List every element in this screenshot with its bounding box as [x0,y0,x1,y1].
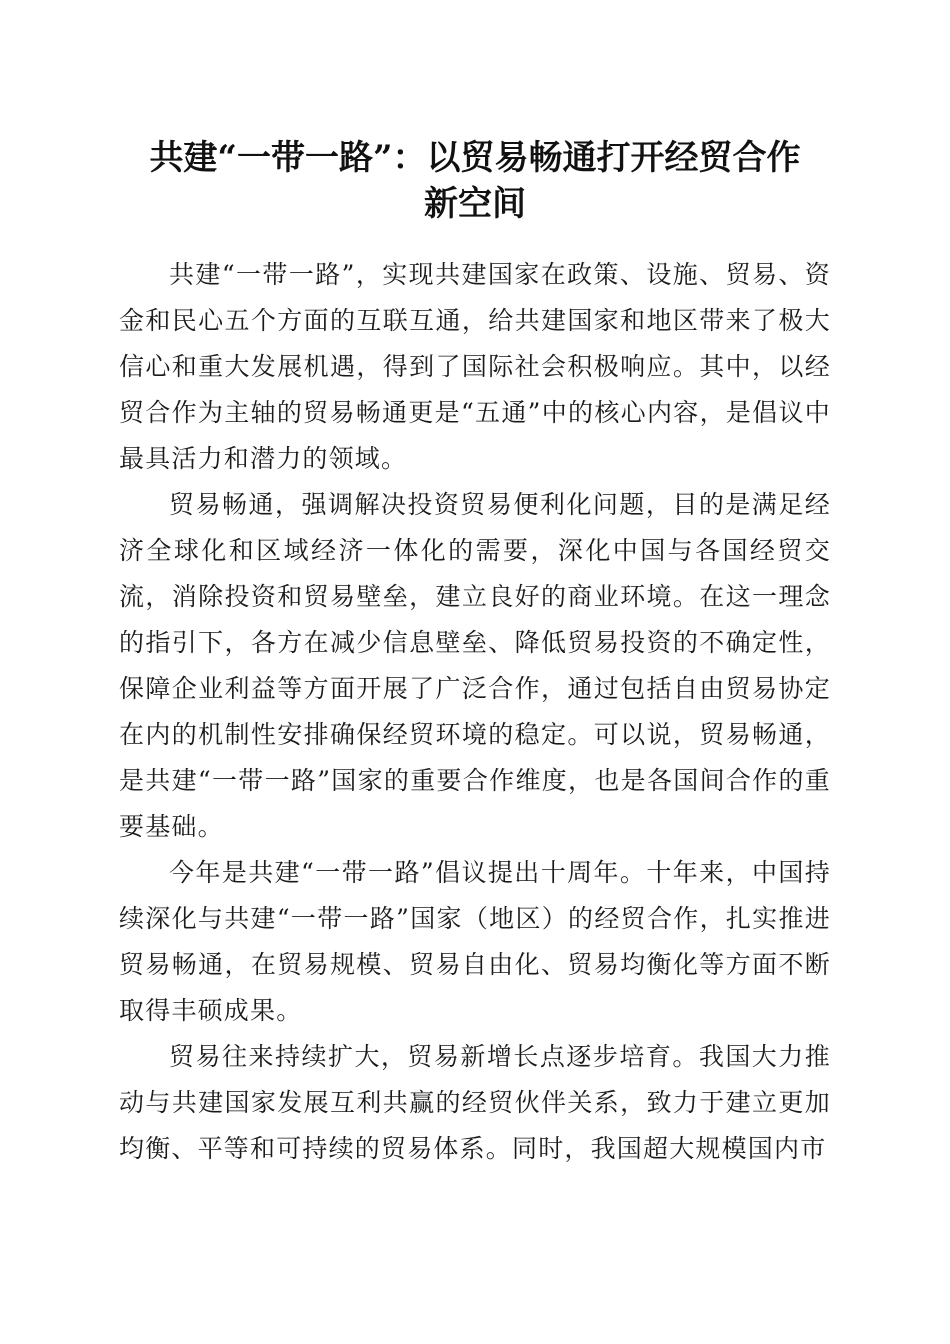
document-title [110,135,840,227]
title-line-1: 共建“一带一路”：以贸易畅通打开经贸合作 [149,138,801,178]
paragraph-2: 贸易畅通，强调解决投资贸易便利化问题，目的是满足经济全球化和区域经济一体化的需要，深化中国与各国经贸交流，消除投资和贸易壁垒，建立良好的商业环境。在这一理念的指引下，各方在减少信息壁垒、降低贸易投资的不确定性，保障企业利益等方面开展了广泛合作，通过包括自由贸易协定在内的机制性安排确保经贸环境的稳定。可以说，贸易畅通，是共建“一带一路”国家的重要合作维度，也是各国间合作的重要基础。 [119,490,831,841]
document-body [119,252,831,1172]
paragraph-4: 贸易往来持续扩大，贸易新增长点逐步培育。我国大力推动与共建国家发展互利共赢的经贸伙伴关系，致力于建立更加均衡、平等和可持续的贸易体系。同时，我国超大规模国内市 [119,1042,831,1163]
title-line-2: 新空间 [424,184,526,224]
paragraph-3: 今年是共建“一带一路”倡议提出十周年。十年来，中国持续深化与共建“一带一路”国家（地区）的经贸合作，扎实推进贸易畅通，在贸易规模、贸易自由化、贸易均衡化等方面不断取得丰硕成果。 [119,858,831,1025]
paragraph-1: 共建“一带一路”，实现共建国家在政策、设施、贸易、资金和民心五个方面的互联互通，给共建国家和地区带来了极大信心和重大发展机遇，得到了国际社会积极响应。其中，以经贸合作为主轴的贸易畅通更是“五通”中的核心内容，是倡议中最具活力和潜力的领域。 [119,260,831,473]
